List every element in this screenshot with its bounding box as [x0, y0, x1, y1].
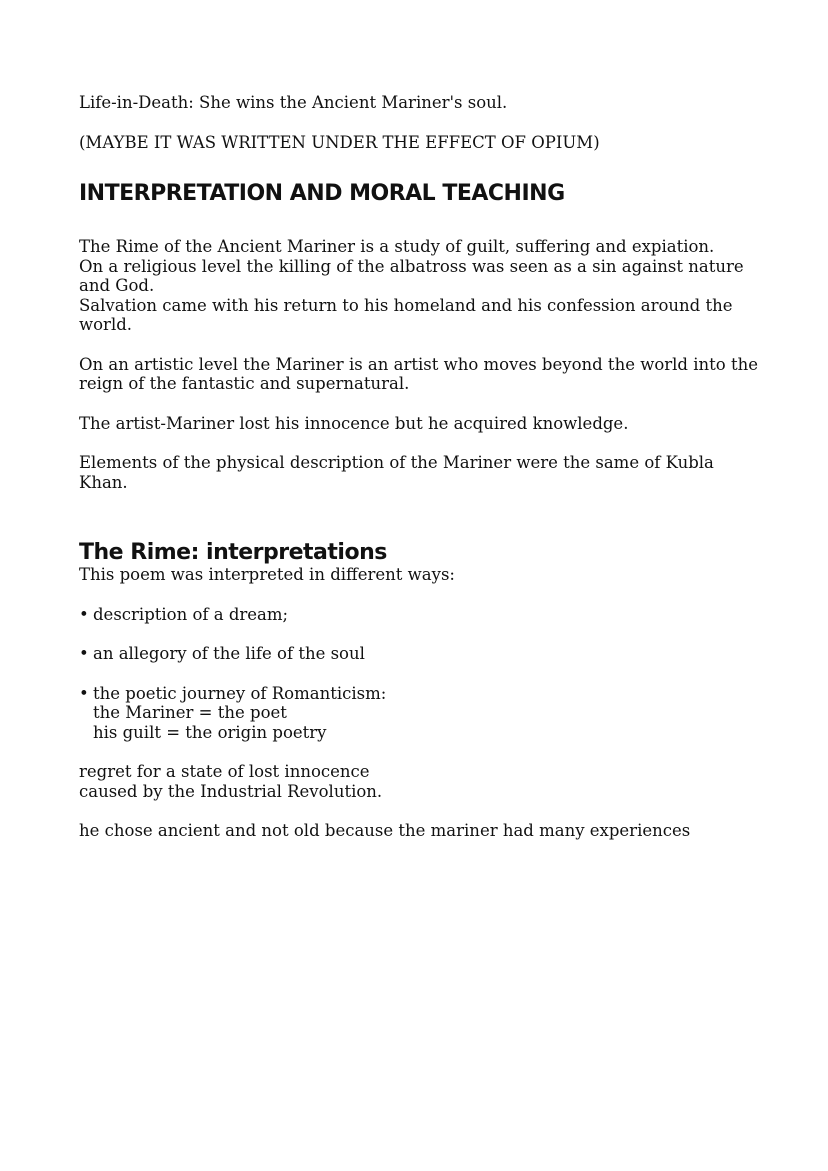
life-in-death-line: Life-in-Death: She wins the Ancient Mariner's soul. — [79, 93, 508, 112]
paragraph-artistic-level — [79, 355, 779, 394]
interpretations-intro: This poem was interpreted in different ways: — [79, 565, 455, 584]
text-line: The Rime of the Ancient Mariner is a study of guilt, suffering and expiation. — [79, 237, 715, 256]
text-line: description of a dream; — [93, 604, 289, 624]
text-line: the Mariner = the poet — [93, 703, 287, 722]
interpretations-list — [79, 605, 779, 743]
paragraph-kubla-khan — [79, 453, 779, 492]
paragraph-ancient-not-old: he chose ancient and not old because the mariner had many experiences — [79, 821, 691, 840]
text-line: Khan. — [79, 472, 128, 492]
text-line: world. — [79, 315, 133, 334]
text-line: and God. — [79, 276, 155, 295]
section-heading-interpretation: INTERPRETATION AND MORAL TEACHING — [79, 181, 565, 206]
bullet-icon: • — [79, 604, 89, 624]
opium-note: (MAYBE IT WAS WRITTEN UNDER THE EFFECT OF OPIUM) — [79, 132, 600, 152]
text-line: regret for a state of lost innocence — [79, 762, 370, 781]
paragraph-guilt — [79, 237, 779, 335]
paragraph-regret — [79, 762, 779, 801]
list-item — [79, 684, 779, 743]
text-line: the poetic journey of Romanticism: — [93, 683, 387, 703]
text-line: On a religious level the killing of the albatross was seen as a sin against nature — [79, 256, 744, 276]
text-line: caused by the Industrial Revolution. — [79, 781, 383, 801]
text-line: Salvation came with his return to his homeland and his confession around the — [79, 295, 733, 315]
text-line: On an artistic level the Mariner is an artist who moves beyond the world into the — [79, 354, 758, 374]
document-page — [79, 93, 779, 841]
bullet-icon: • — [79, 644, 89, 663]
list-item — [79, 644, 779, 664]
text-line: reign of the fantastic and supernatural. — [79, 374, 410, 393]
text-line: an allegory of the life of the soul — [93, 644, 365, 663]
bullet-icon: • — [79, 683, 89, 703]
list-item — [79, 605, 779, 625]
paragraph-innocence: The artist-Mariner lost his innocence but he acquired knowledge. — [79, 413, 629, 433]
text-line: his guilt = the origin poetry — [93, 722, 327, 742]
text-line: Elements of the physical description of the Mariner were the same of Kubla — [79, 453, 714, 472]
section-heading-rime-interpretations: The Rime: interpretations — [79, 540, 387, 565]
